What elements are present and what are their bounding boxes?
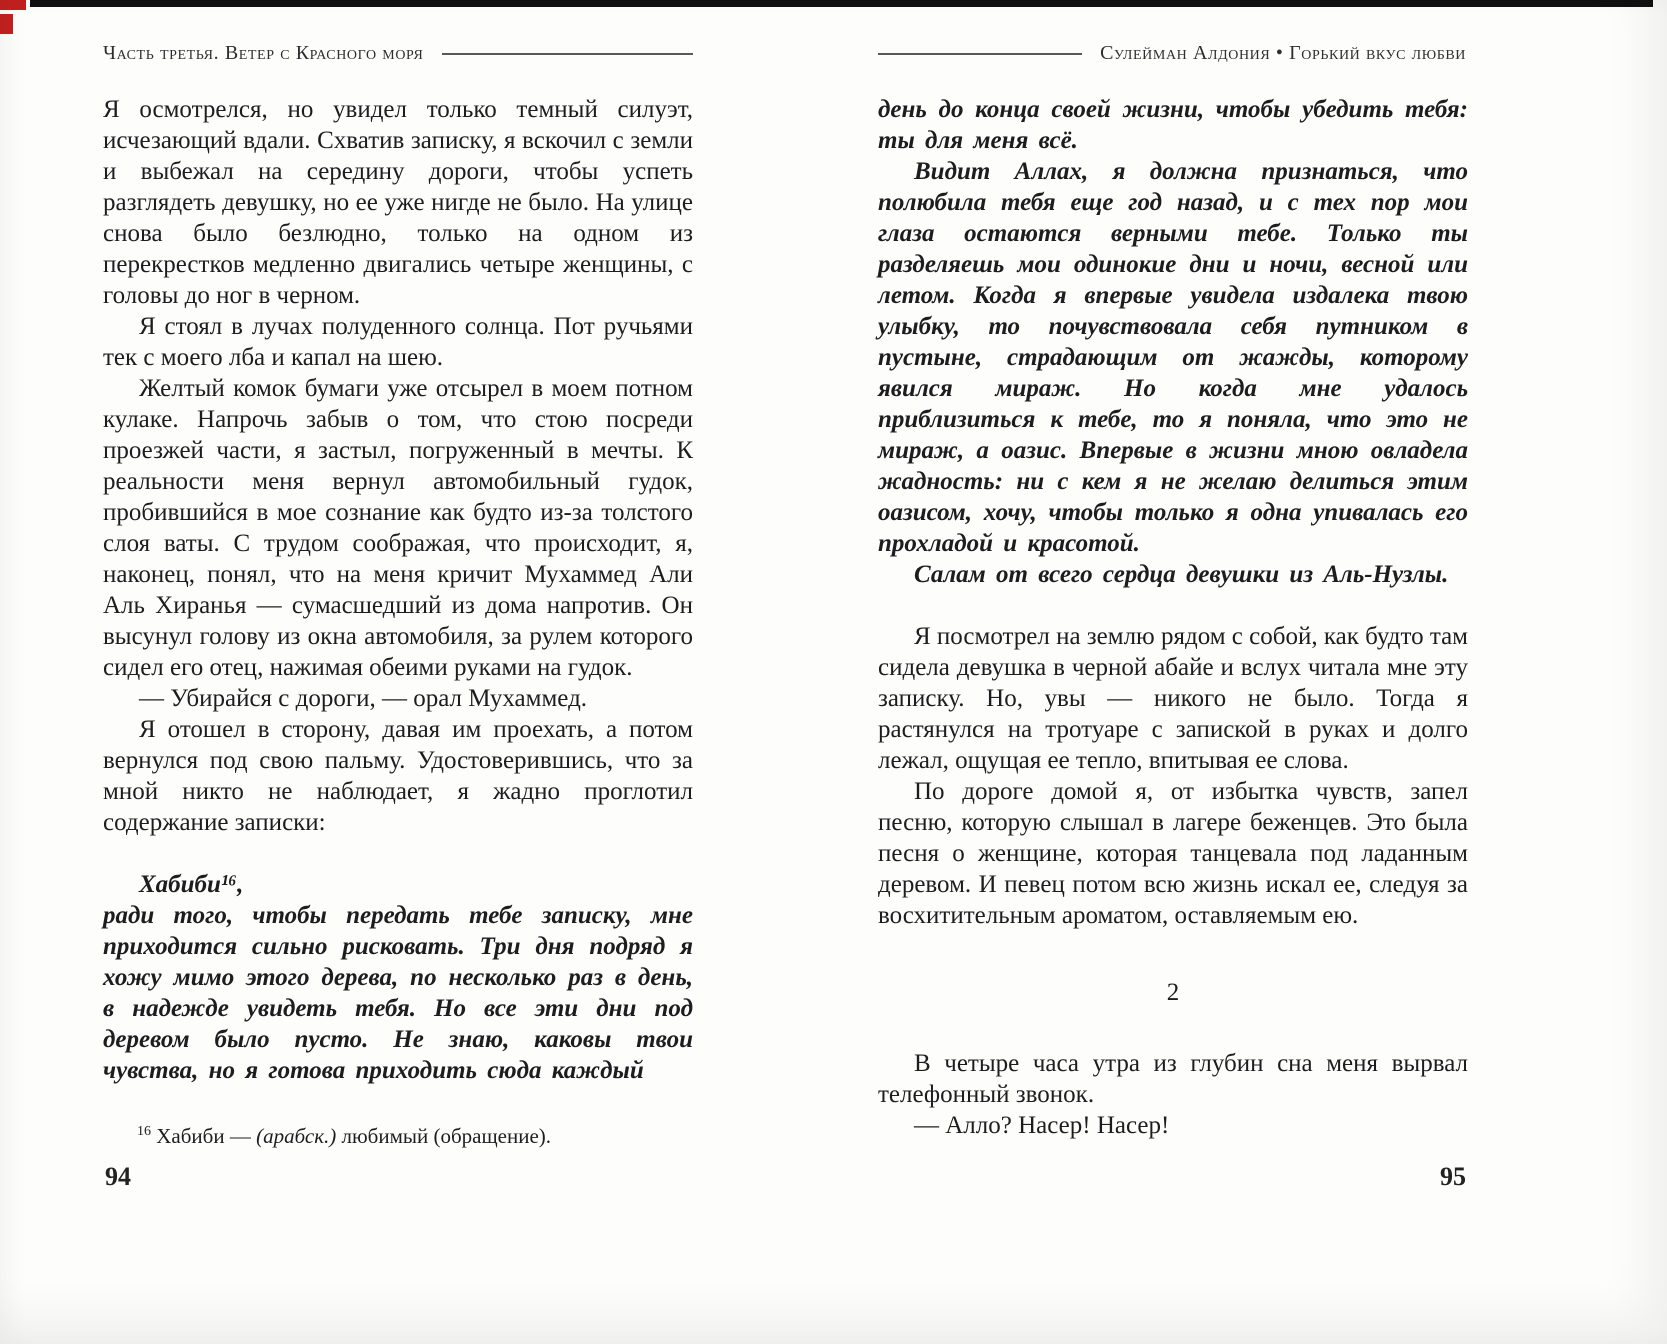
paragraph: Хабиби¹⁶, (139, 871, 244, 898)
paragraph: Желтый комок бумаги уже отсырел в моем потном кулаке. Напрочь забыв о том, что стою посреди проезжей части, я застыл, погруженный в мечты. К реальности меня вернул автомобильный гудок, пробившийся в мое сознание как будто из-за толстого слоя ваты. С трудом соображая, что происходит, я, наконец, понял, что на меня кричит Мухаммед Али Аль Хиранья — сумасшедший из дома напротив. Он высунул голову из окна автомобиля, за рулем которого сидел его отец, нажимая обеими руками на гудок. (103, 375, 693, 681)
footnote-lang-label: (арабск.) (256, 1124, 337, 1148)
paragraph: По дороге домой я, от избытка чувств, запел песню, которую слышал в лагере беженцев. Это была песня о женщине, которая танцевала под ладанным деревом. И певец потом всю жизнь искал ее, следуя за восхитительным ароматом, оставляемым ею. (878, 778, 1468, 929)
paragraph: ради того, чтобы передать тебе записку, мне приходится сильно рисковать. Три дня подряд я хожу мимо этого дерева, по несколько раз в день, в надежде увидеть тебя. Но все эти дни под деревом было пусто. Не знаю, каковы твои чувства, но я готова приходить сюда каждый (103, 902, 693, 1084)
paragraph: Видит Аллах, я должна признаться, что полюбила тебя еще год назад, и с тех пор мои глаза остаются верными тебе. Только ты разделяешь мои одинокие дни и ночи, весной или летом. Когда я впервые увидела издалека твою улыбку, то почувствовала себя путником в пустыне, страдающим от жажды, которому явился мираж. Но когда мне удалось приблизиться к тебе, то я поняла, что это не мираж, а оазис. Впервые в жизни мною овладела жадность: ни с кем я не желаю делиться этим оазисом, хочу, чтобы только я одна упивалась его прохладой и красотой. (878, 158, 1468, 557)
paragraph: Я осмотрелся, но увидел только темный силуэт, исчезающий вдали. Схватив записку, я вскочил с земли и выбежал на середину дороги, чтобы успеть разглядеть девушку, но ее уже нигде не было. На улице снова было безлюдно, только на одном из перекрестков медленно двигались четыре женщины, с головы до ног в черном. (103, 96, 693, 309)
paragraph: Я отошел в сторону, давая им проехать, а потом вернулся под свою пальму. Удостоверившись, что за мной никто не наблюдает, я жадно проглотил содержание записки: (103, 716, 693, 836)
paragraph: В четыре часа утра из глубин сна меня вырвал телефонный звонок. (878, 1050, 1468, 1108)
left-page-number: 94 (105, 1162, 131, 1191)
paragraph: — Алло? Насер! Насер! (914, 1112, 1170, 1139)
left-running-title: Часть третья. Ветер с Красного моря (103, 42, 424, 64)
scan-edge-strip (30, 0, 1653, 7)
scan-red-mark (0, 14, 13, 34)
footnote-text: любимый (обращение). (336, 1124, 552, 1148)
right-page-text (878, 94, 1468, 1141)
footnote (103, 1118, 693, 1150)
right-running-title: Сулейман Алдония • Горький вкус любви (1100, 42, 1466, 64)
scan-red-mark (0, 0, 26, 10)
header-rule (442, 53, 694, 55)
paragraph: Салам от всего сердца девушки из Аль-Нузлы. (914, 561, 1449, 588)
paragraph: Я посмотрел на землю рядом с собой, как будто там сидела девушка в черной абайе и вслух читала мне эту записку. Но, увы — никого не было. Тогда я растянулся на тротуаре с запиской в руках и долго лежал, ощущая ее тепло, впитывая ее слова. (878, 623, 1469, 774)
footnote-text: Хабиби — (151, 1124, 257, 1148)
right-page-header (878, 42, 1466, 65)
footnote-marker: 16 (137, 1124, 151, 1139)
paragraph: Я стоял в лучах полуденного солнца. Пот ручьями тек с моего лба и капал на шею. (103, 313, 693, 371)
left-page-header (103, 42, 693, 65)
right-page-number: 95 (1440, 1162, 1466, 1191)
paragraph: — Убирайся с дороги, — орал Мухаммед. (139, 685, 588, 712)
header-rule (878, 53, 1082, 55)
paragraph: день до конца своей жизни, чтобы убедить тебя: ты для меня всё. (878, 96, 1468, 154)
left-page-text (103, 94, 693, 1086)
section-number: 2 (1166, 979, 1180, 1006)
